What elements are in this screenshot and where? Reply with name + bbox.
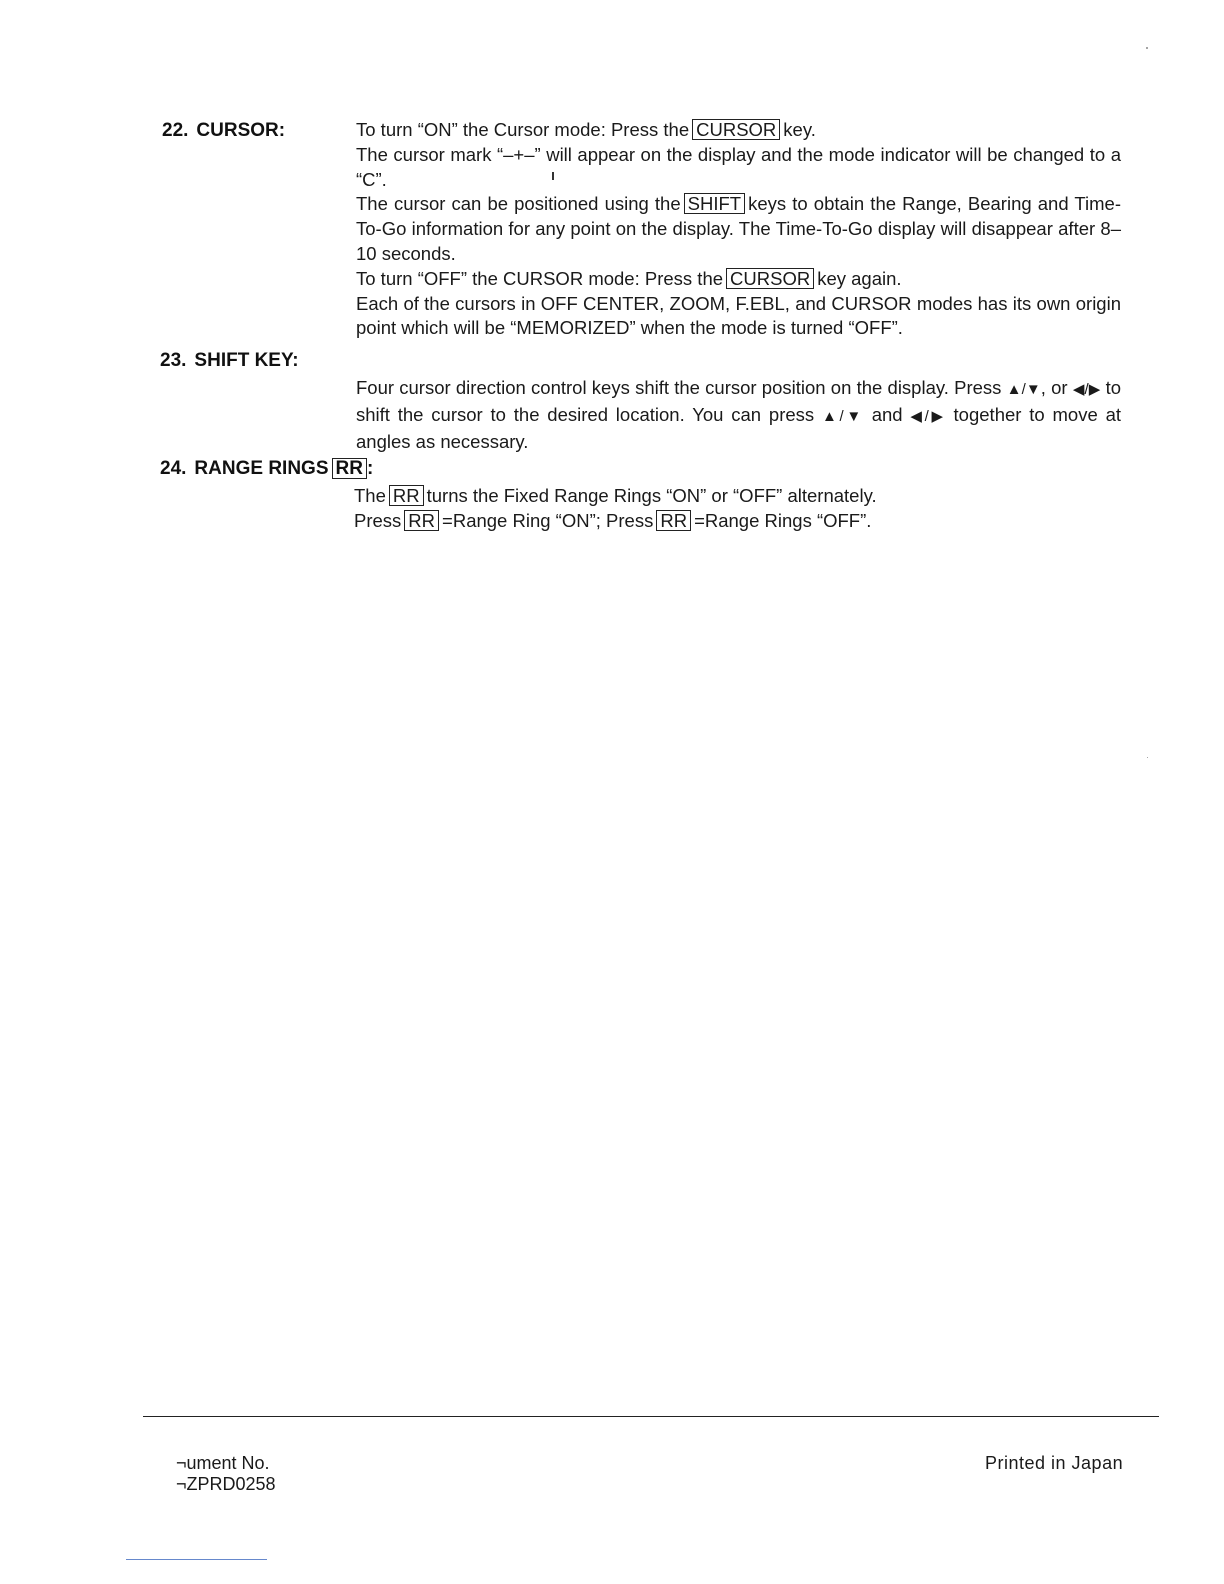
text: –” will appear on the display and the mode indicator will be changed to a “C”. [356,143,1121,190]
paragraph [356,267,1121,292]
cursor-mark-icon: + [513,143,525,165]
up-down-arrow-icon: ▲/▼ [821,407,864,425]
section-23-heading [160,350,299,372]
text: To turn “OFF” the CURSOR mode: Press the [356,267,724,289]
scan-speck [1146,47,1148,49]
rr-key-label: RR [389,485,424,506]
text: Four cursor direction control keys shift the cursor position on the display. Press [356,377,1002,398]
document-label: ¬ument No. [176,1453,270,1473]
section-number: 23. [160,350,187,371]
cursor-mark-tick [552,172,554,180]
scan-speck [1147,757,1148,758]
text: To turn “ON” the Cursor mode: Press the [356,119,690,140]
text: to shift the cursor to the desired location. You can press [356,377,1122,425]
section-title: SHIFT KEY: [194,350,299,371]
text: The cursor can be positioned using the [356,193,681,215]
left-right-arrow-icon: ◀/▶ [1072,381,1101,398]
paragraph [354,509,1119,534]
section-24-heading [160,458,373,480]
section-22-body [356,118,1121,341]
paragraph [356,192,1121,266]
cursor-key-label: CURSOR [692,119,780,140]
paragraph [356,118,1121,143]
paragraph [354,484,1119,509]
section-number: 22. [162,120,189,141]
text: The [354,485,386,506]
text: =Range Ring “ON”; Press [442,509,654,531]
text: together to move at angles as necessary. [356,403,1121,452]
section-24-body [354,484,1119,534]
cursor-key-label: CURSOR [726,268,814,289]
paragraph [356,376,1121,454]
rr-key-label: RR [656,510,691,531]
paragraph [356,143,1121,193]
text: key. [783,119,816,140]
text: : [366,458,374,479]
paragraph: Each of the cursors in OFF CENTER, ZOOM, F.EBL, and CURSOR modes has its own origin point which will be “MEMORIZED” when the mode is turned “OFF”. [356,292,1121,339]
section-title: RANGE RINGS [194,458,329,479]
section-number: 24. [160,458,187,479]
text: and [871,403,903,425]
text: , or [1040,377,1068,398]
section-23-body [356,376,1121,454]
scan-edge-line [126,1559,267,1560]
text: key again. [817,267,902,289]
rr-key-label: RR [332,458,367,479]
footer-divider [143,1416,1159,1417]
text: turns the Fixed Range Rings “ON” or “OFF” alternately. [426,485,877,506]
shift-key-label: SHIFT [684,193,745,214]
text: Press [354,509,402,531]
text: =Range Rings “OFF”. [694,509,872,531]
text: keys to obtain the Range, Bearing and Time-To-Go information for any point on the display. The Time-To-Go display will disappear after 8–10 seconds. [356,193,1121,264]
section-title: CURSOR: [196,120,286,141]
rr-key-label: RR [404,510,439,531]
printed-in-label: Printed in Japan [985,1453,1124,1473]
section-22-heading [162,120,285,142]
up-down-arrow-icon: ▲/▼ [1006,381,1041,398]
document-number: ¬ZPRD0258 [176,1474,276,1494]
document-number-block [176,1453,276,1495]
text: The cursor mark “– [356,143,514,165]
left-right-arrow-icon: ◀/▶ [910,407,946,425]
